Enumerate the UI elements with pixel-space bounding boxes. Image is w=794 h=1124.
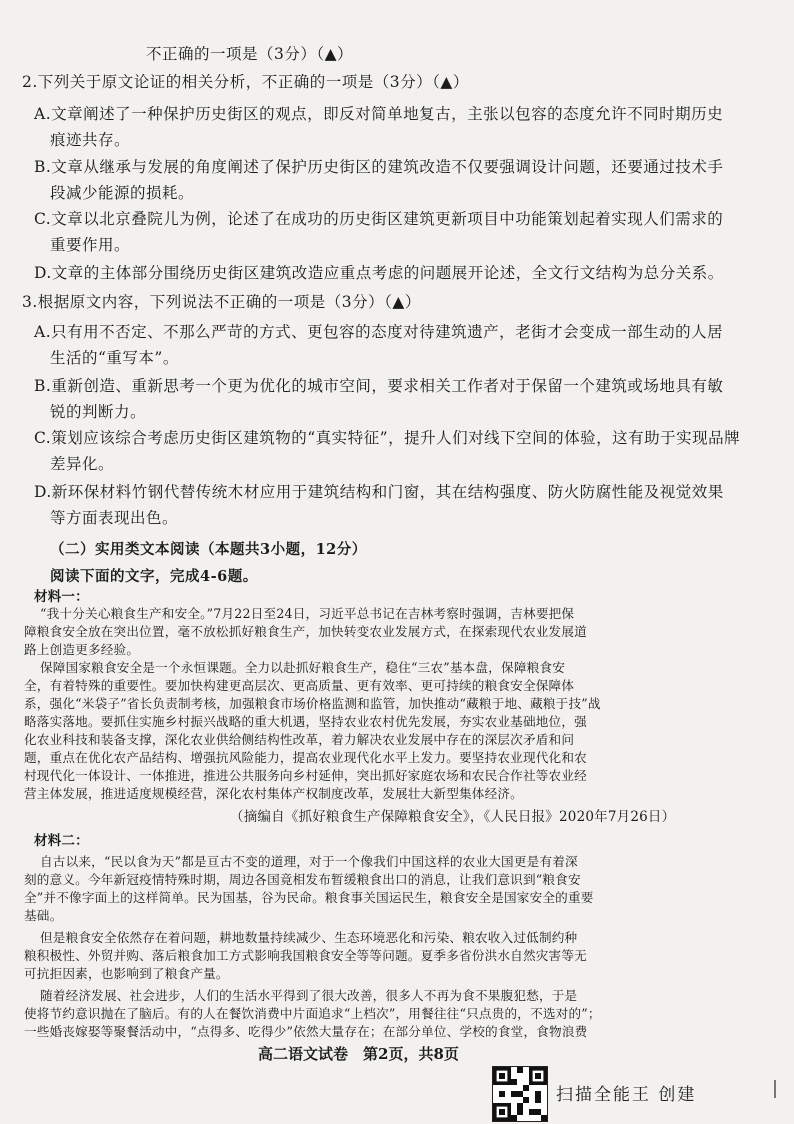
material-one-line: 系，强化“米袋子”省长负责制考核，加强粮食市场价格监测和监管，加快推动“藏粮于地、藏粮于技”战 [24,696,601,711]
edge-mark [774,1080,776,1098]
material-two-line: 但是粮食安全依然存在着问题，耕地数量持续减少、生态环境恶化和污染、粮农收入过低制约种 [40,930,578,945]
q2-option-b: B.文章从继承与发展的角度阐述了保护历史街区的建筑改造不仅要强调设计问题，还要通过技术手 [34,158,724,176]
material-two-line: 刻的意义。今年新冠疫情特殊时期，周边各国竟相发布暂缓粮食出口的消息，让我们意识到“粮食安 [24,872,581,887]
material-one-line: 全，有着特殊的重要性。要加快构建更高层次、更高质量、更有效率、更可持续的粮食安全保障体 [24,678,575,693]
q3-option-d-cont: 等方面表现出色。 [50,509,179,527]
qr-code-icon [492,1066,548,1122]
q2-option-c: C.文章以北京叠院儿为例，论述了在成功的历史街区建筑更新项目中功能策划起着实现人们需求的 [34,210,724,228]
q2-option-a: A.文章阐述了一种保护历史街区的观点，即反对简单地复古，主张以包容的态度允许不同时期历史 [34,105,724,123]
material-two-line: 粮积极性、外贸并购、落后粮食加工方式影响我国粮食安全等等问题。夏季多省份洪水自然灾害等无 [24,948,587,963]
material-one-line: 障粮食安全放在突出位置，毫不放松抓好粮食生产，加快转变农业发展方式，在探索现代农业发展道 [24,624,587,639]
material-two-line: 一些婚丧嫁娶等聚餐活动中，“点得多、吃得少”依然大量存在；在部分单位、学校的食堂，食物浪费 [24,1024,588,1039]
q3-option-d: D.新环保材料竹钢代替传统木材应用于建筑结构和门窗，其在结构强度、防火防腐性能及视觉效果 [34,483,724,501]
q3-option-a: A.只有用不否定、不那么严苛的方式、更包容的态度对待建筑遗产，老街才会变成一部生动的人居 [34,323,724,341]
q2-option-b-cont: 段减少能源的损耗。 [50,184,195,202]
q3-option-a-cont: 生活的“重写本”。 [50,349,179,367]
q3-option-b-cont: 锐的判断力。 [50,403,147,421]
page-footer: 高二语文试卷 第2页，共8页 [258,1045,459,1063]
material-one-line: 村现代化一体设计、一体推进，推进公共服务向乡村延伸，突出抓好家庭农场和农民合作社等农业经 [24,768,587,783]
q2-stem: 2.下列关于原文论证的相关分析，不正确的一项是（3分）（▲） [22,73,469,91]
q3-option-c: C.策划应该综合考虑历史街区建筑物的“真实特征”，提升人们对线下空间的体验，这有助于实现品牌 [34,429,741,447]
material-one-line: 路上创造更多经验。 [24,642,140,657]
q3-option-b: B.重新创造、重新思考一个更为优化的城市空间，要求相关工作者对于保留一个建筑或场地具有敏 [34,377,724,395]
q1-tail: 不正确的一项是（3分）（▲） [146,45,354,63]
q3-option-c-cont: 差异化。 [50,455,115,473]
material-one-line: 营主体发展，推进适度规模经营，深化农村集体产权制度改革，发展壮大新型集体经济。 [24,786,523,801]
material-two-line: 基础。 [24,908,63,923]
material-one-label: 材料一： [34,589,89,605]
material-two-line: 自古以来，“民以食为天”都是亘古不变的道理，对于一个像我们中国这样的农业大国更是有着深 [40,854,578,869]
q3-stem: 3.根据原文内容，下列说法不正确的一项是（3分）（▲） [22,293,421,311]
q2-option-d: D.文章的主体部分围绕历史街区建筑改造应重点考虑的问题展开论述，全文行文结构为总分关系。 [34,264,724,282]
material-two-line: 随着经济发展、社会进步，人们的生活水平得到了很大改善，很多人不再为食不果腹犯愁，于是 [40,988,578,1003]
material-two-line: 使将节约意识抛在了脑后。有的人在餐饮消费中片面追求“上档次”，用餐往往“只点贵的，不选对的”； [24,1006,601,1021]
material-one-line: 略落实落地。要抓住实施乡村振兴战略的重大机遇，坚持农业农村优先发展，夯实农业基础地位，强 [24,714,587,729]
material-one-line: 化农业科技和装备支撑，深化农业供给侧结构性改革，着力解决农业发展中存在的深层次矛盾和问 [24,732,575,747]
material-two-line: 可抗拒因素，也影响到了粮食产量。 [24,966,229,981]
section-title: （二）实用类文本阅读（本题共3小题，12分） [50,541,367,558]
material-one-line: “我十分关心粮食生产和安全。”7月22日至24日，习近平总书记在吉林考察时强调，吉林要把保 [40,606,575,621]
material-one-source: （摘编自《抓好粮食生产保障粮食安全》，《人民日报》2020年7月26日） [230,809,676,825]
material-two-line: 全”并不像字面上的这样简单。民为国基，谷为民命。粮食事关国运民生，粮食安全是国家安全的重要 [24,890,594,905]
q2-option-a-cont: 痕迹共存。 [50,131,131,149]
scanner-watermark: 扫描全能王 创建 [556,1085,697,1105]
q2-option-c-cont: 重要作用。 [50,236,131,254]
material-one-line: 题，重点在优化农产品结构、增强抗风险能力，提高农业现代化水平上发力。要坚持农业现代化和农 [24,750,587,765]
material-one-line: 保障国家粮食安全是一个永恒课题。全力以赴抓好粮食生产，稳住“三农”基本盘，保障粮食安 [40,660,566,675]
section-instruction: 阅读下面的文字，完成4-6题。 [50,568,258,585]
material-two-label: 材料二： [34,833,89,849]
